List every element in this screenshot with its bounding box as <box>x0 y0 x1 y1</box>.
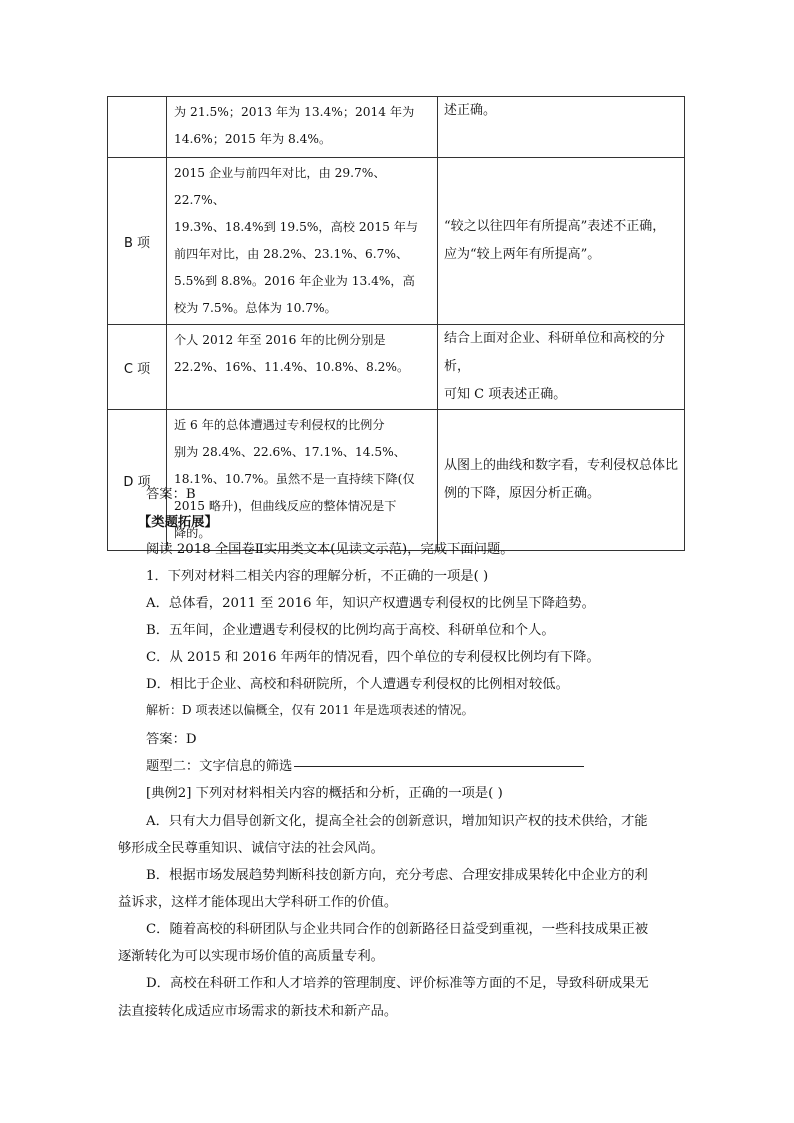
row-analysis-cell: 述正确。 <box>438 97 685 158</box>
question-stem: 1．下列对材料二相关内容的理解分析，不正确的一项是( ) <box>146 569 489 584</box>
example-option-b-cont: 益诉求，这样才能体现出大学科研工作的价值。 <box>118 895 398 910</box>
row-label: C 项 <box>108 325 167 410</box>
analysis-line: 解析：D 项表述以偏概全，仅有 2011 年是选项表述的情况。 <box>146 703 474 717</box>
option-d: D．相比于企业、高校和科研院所，个人遭遇专利侵权的比例相对较低。 <box>146 677 569 692</box>
row-analysis-cell: 结合上面对企业、科研单位和高校的分析， 可知 C 项表述正确。 <box>438 325 685 410</box>
row-label <box>108 97 167 158</box>
option-b: B．五年间，企业遭遇专利侵权的比例均高于高校、科研单位和个人。 <box>146 623 555 638</box>
row-data-cell: 近 6 年的总体遭遇过专利侵权的比例分 别为 28.4%、22.6%、17.1%、14.5%、 18.1%、10.7%。虽然不是一直持续下降(仅 2015 略升)，但曲线反应的整体情况是下 降的。 <box>167 410 438 551</box>
row-data-cell: 为 21.5%；2013 年为 13.4%；2014 年为 14.6%；2015 年为 8.4%。 <box>167 97 438 158</box>
title-rule <box>294 766 584 767</box>
answer-line: 答案：B <box>146 487 196 502</box>
intro-text: 阅读 2018 全国卷Ⅱ实用类文本(见读文示范)，完成下面问题。 <box>146 542 514 557</box>
example-option-c: C．随着高校的科研团队与企业共同合作的创新路径日益受到重视，一些科技成果正被 <box>146 922 649 937</box>
option-a: A．总体看，2011 至 2016 年，知识产权遭遇专利侵权的比例呈下降趋势。 <box>146 596 595 611</box>
table-row <box>108 158 685 325</box>
row-label: B 项 <box>108 158 167 325</box>
example-option-d-cont: 法直接转化成适应市场需求的新技术和新产品。 <box>118 1004 398 1019</box>
example-option-d: D．高校在科研工作和人才培养的管理制度、评价标准等方面的不足，导致科研成果无 <box>146 976 649 991</box>
row-analysis-cell: “较之以往四年有所提高”表述不正确， 应为“较上两年有所提高”。 <box>438 158 685 325</box>
row-data-cell: 个人 2012 年至 2016 年的比例分别是 22.2%、16%、11.4%、10.8%、8.2%。 <box>167 325 438 410</box>
example-option-c-cont: 逐渐转化为可以实现市场价值的高质量专利。 <box>118 949 384 964</box>
table-row <box>108 97 685 158</box>
type-title: 题型二：文字信息的筛选 <box>146 755 584 774</box>
example-option-b: B．根据市场发展趋势判断科技创新方向，充分考虑、合理安排成果转化中企业方的利 <box>146 868 648 883</box>
example-stem: [典例2] 下列对材料相关内容的概括和分析，正确的一项是( ) <box>146 786 503 801</box>
row-data-cell: 2015 企业与前四年对比，由 29.7%、22.7%、 19.3%、18.4%到 19.5%，高校 2015 年与 前四年对比，由 28.2%、23.1%、6.7%、 5.5%到 8.8%。2016 年企业为 13.4%，高 校为 7.5%。总体为 10.7%。 <box>167 158 438 325</box>
row-analysis-cell: 从图上的曲线和数字看，专利侵权总体比 例的下降，原因分析正确。 <box>438 410 685 551</box>
example-option-a: A．只有大力倡导创新文化，提高全社会的创新意识，增加知识产权的技术供给，才能 <box>146 814 648 829</box>
answer-line: 答案：D <box>146 732 197 747</box>
section-heading: 【类题拓展】 <box>138 515 218 530</box>
table-row <box>108 325 685 410</box>
row-label: D 项 <box>108 410 167 551</box>
option-c: C．从 2015 和 2016 年两年的情况看，四个单位的专利侵权比例均有下降。 <box>146 650 600 665</box>
example-option-a-cont: 够形成全民尊重知识、诚信守法的社会风尚。 <box>118 841 384 856</box>
